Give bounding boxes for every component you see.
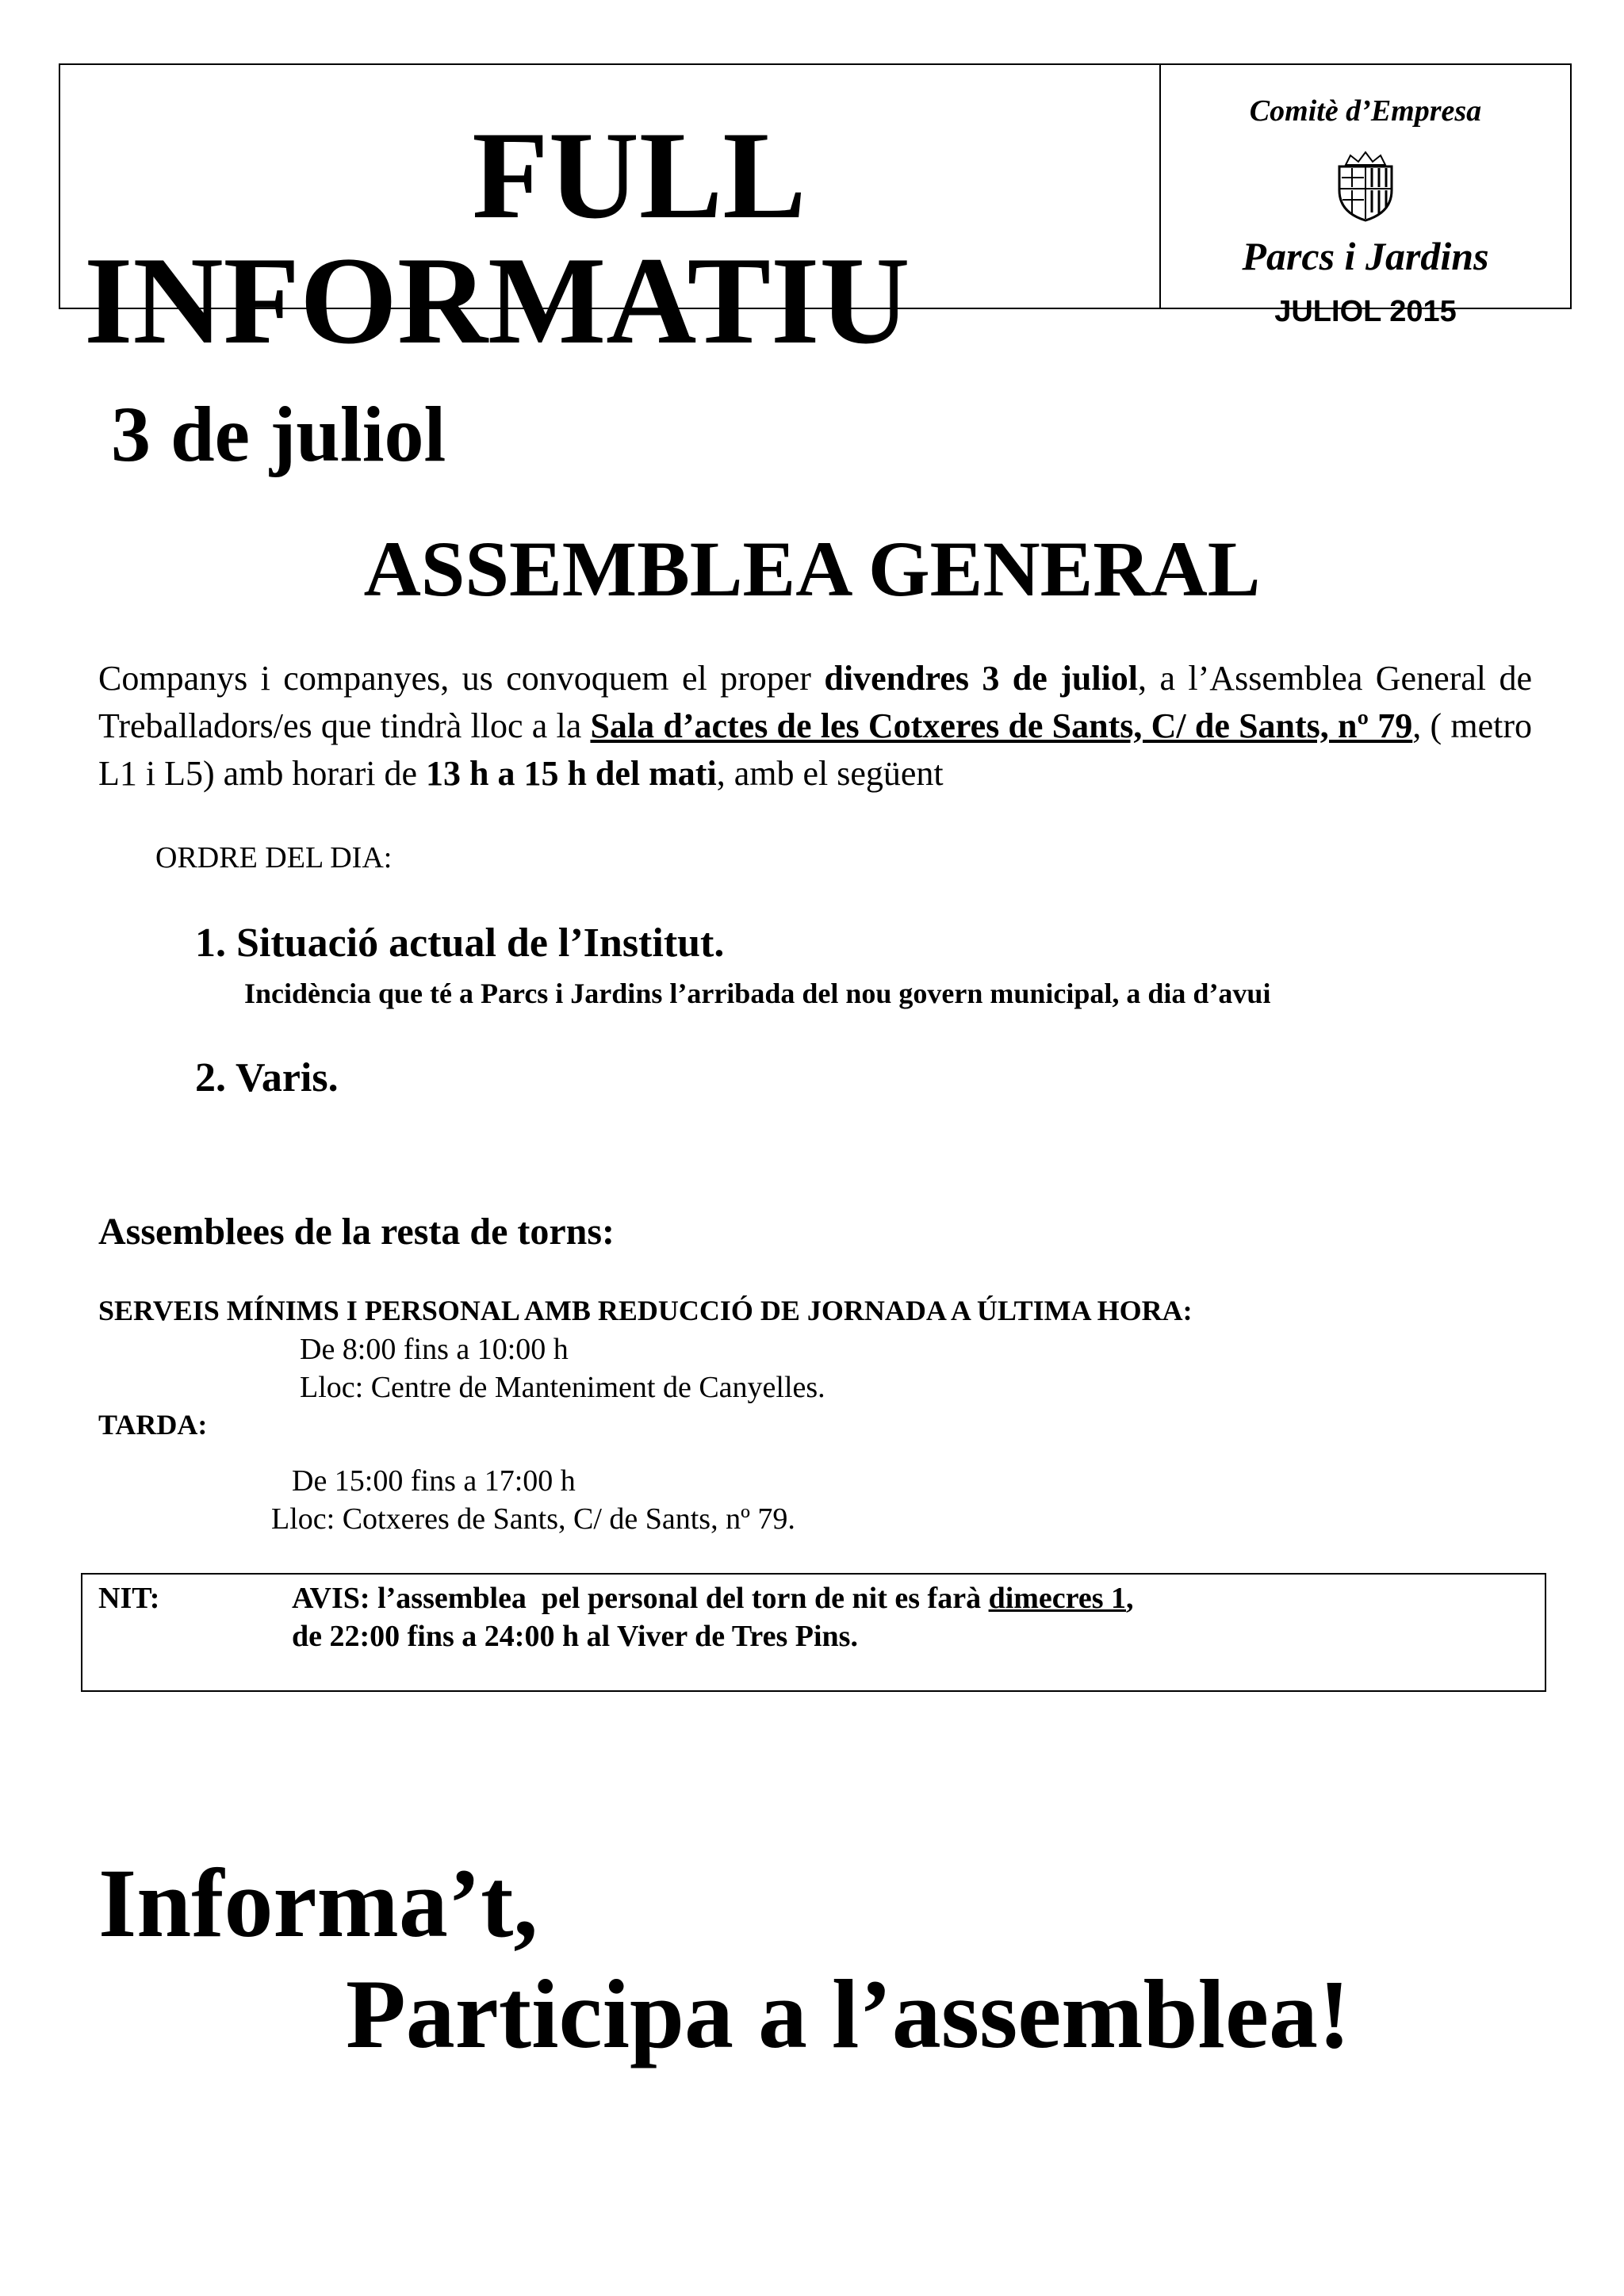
nit-label: NIT: bbox=[98, 1582, 160, 1615]
serveis-minims-time: De 8:00 fins a 10:00 h bbox=[300, 1333, 569, 1366]
title-line-full: FULL bbox=[472, 106, 806, 245]
masthead-title-cell bbox=[60, 65, 1161, 370]
tarda-place: Lloc: Cotxeres de Sants, C/ de Sants, nº 79. bbox=[271, 1502, 795, 1536]
intro-text: , amb el següent bbox=[716, 754, 944, 793]
other-shifts-heading: Assemblees de la resta de torns: bbox=[98, 1211, 615, 1253]
page-title: ASSEMBLEA GENERAL bbox=[363, 525, 1261, 613]
nit-notice-text: AVIS: l’assemblea pel personal del torn de nit es farà bbox=[292, 1582, 989, 1615]
committee-label: Comitè d’Empresa bbox=[1249, 94, 1482, 128]
slogan-line-2: Participa a l’assemblea! bbox=[346, 1960, 1351, 2068]
intro-text: , a l’Assemblea General de Treballadors/es que tindrà lloc a la bbox=[98, 659, 1532, 745]
agenda-item-1-detail: Incidència que té a Parcs i Jardins l’arribada del nou govern municipal, a dia d’avui bbox=[244, 978, 1271, 1009]
serveis-minims-place: Lloc: Centre de Manteniment de Canyelles. bbox=[300, 1371, 825, 1404]
nit-notice-text: , bbox=[1126, 1582, 1134, 1615]
nit-notice-date: dimecres 1 bbox=[988, 1582, 1126, 1615]
masthead-info-cell bbox=[1161, 65, 1570, 328]
masthead bbox=[59, 63, 1572, 370]
slogan-line-1: Informa’t, bbox=[98, 1849, 538, 1957]
tarda-time: De 15:00 fins a 17:00 h bbox=[292, 1464, 576, 1498]
nit-notice-line-1 bbox=[292, 1581, 1134, 1616]
issue-date: JULIOL 2015 bbox=[1274, 295, 1457, 328]
intro-date-bold: divendres 3 de juliol bbox=[824, 659, 1139, 698]
nit-notice-line-2: de 22:00 fins a 24:00 h al Viver de Tres Pins. bbox=[292, 1620, 858, 1653]
intro-time-bold: 13 h a 15 h del mati bbox=[425, 754, 717, 793]
serveis-minims-label: SERVEIS MÍNIMS I PERSONAL AMB REDUCCIÓ DE JORNADA A ÚLTIMA HORA: bbox=[98, 1295, 1193, 1326]
agenda-label: ORDRE DEL DIA: bbox=[155, 841, 393, 874]
barcelona-crest-icon bbox=[1335, 151, 1396, 222]
intro-venue: Sala d’actes de les Cotxeres de Sants, C/ de Sants, nº 79 bbox=[590, 706, 1413, 745]
intro-text: Companys i companyes, us convoquem el proper bbox=[98, 659, 825, 698]
tarda-label: TARDA: bbox=[98, 1409, 208, 1441]
title-line-informatiu: INFORMATIU bbox=[84, 232, 910, 370]
organization-label: Parcs i Jardins bbox=[1242, 234, 1489, 278]
intro-text: , ( metro L1 i L5) amb horari de bbox=[98, 706, 1532, 793]
meeting-date-heading: 3 de juliol bbox=[111, 390, 446, 478]
agenda-item-1: 1. Situació actual de l’Institut. bbox=[195, 920, 725, 966]
agenda-item-2: 2. Varis. bbox=[195, 1055, 339, 1100]
intro-paragraph bbox=[98, 655, 1532, 798]
